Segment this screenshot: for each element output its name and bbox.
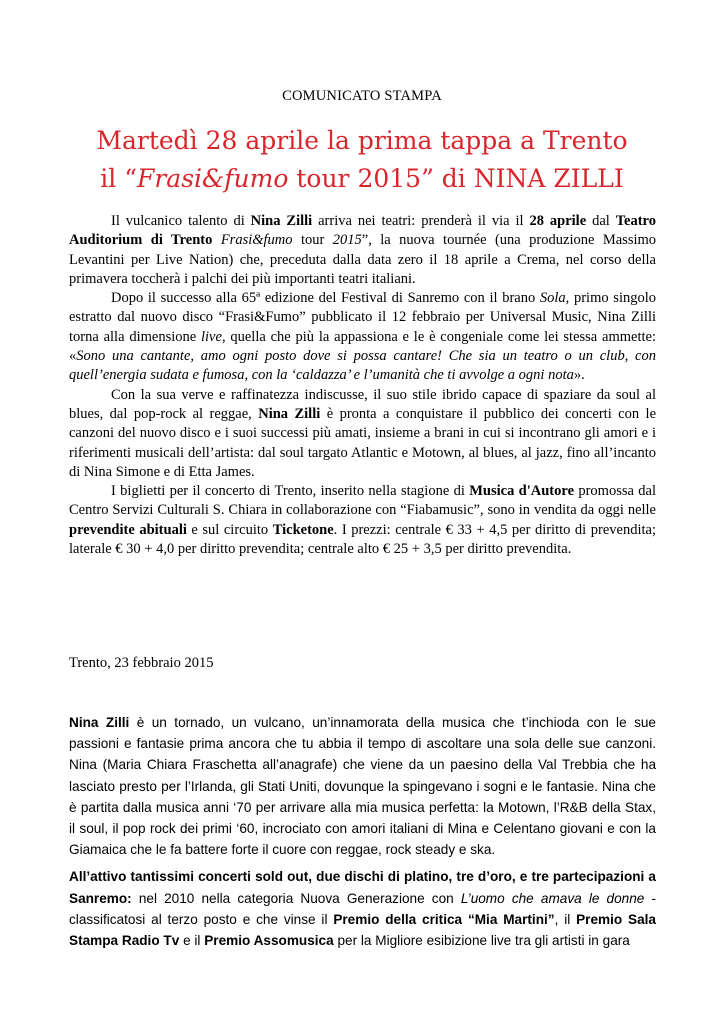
- press-release-body: [69, 212, 656, 559]
- paragraph-style: [69, 386, 656, 482]
- text: , quella che più la appassiona e le è congeniale come lei stessa ammette: «: [69, 328, 656, 365]
- bold-text: Teatro Auditorium di Trento: [69, 213, 656, 249]
- text: e il: [179, 933, 205, 949]
- italic-text: Frasi&fumo: [220, 232, 293, 249]
- text: promossa dal Centro Servizi Culturali S. Chiara in collaborazione con “Fiabamusic”, sono in vendita da oggi nelle: [69, 483, 656, 519]
- text: tour: [292, 232, 333, 249]
- italic-text: Sola: [539, 290, 566, 307]
- bold-text: All’attivo tantissimi concerti sold out, due dischi di platino, tre d’oro, e tre partecipazioni a Sanremo:: [69, 869, 656, 906]
- paragraph-tour-intro: [69, 212, 656, 289]
- text: I biglietti per il concerto di Trento, inserito nella stagione di: [111, 483, 470, 500]
- bold-text: Musica d'Autore: [469, 483, 574, 500]
- bio-paragraph-1: [69, 712, 656, 860]
- bold-text: Nina Zilli: [69, 715, 130, 730]
- bold-text: 28 aprile: [529, 213, 587, 229]
- text: Con la sua verve e raffinatezza indiscusse, il suo stile ibrido capace di spaziare da soul al blues, dal pop-rock al reggae,: [69, 386, 656, 422]
- headline-line-2: [0, 160, 724, 198]
- headline: [0, 122, 724, 198]
- text: [212, 232, 220, 248]
- bold-text: prevendite abituali: [69, 521, 187, 538]
- bold-text: Ticketone: [272, 521, 334, 538]
- bold-text: Premio della critica “Mia Martini”: [333, 911, 555, 927]
- bold-text: Nina Zilli: [250, 213, 313, 229]
- text: , il: [554, 911, 577, 927]
- text: è un tornado, un vulcano, un’innamorata della musica che t’inchioda con le sue passioni e fantasie prima ancora che tu abbia il tempo di ascoltare una sola delle sue canzoni. Nina (Maria Chiara Fraschetta all’anagrafe) che viene da un paesino della Val Trebbia che ha lasciato presto per l’Irlanda, gli Stati Uniti, dovunque la spingevano i sogni e le fantasie. Nina che è partita dalla musica anni ‘70 per arrivare alla mia musica perfetta: la Motown, l’R&B della Stax, il soul, il pop rock dei primi ‘60, incrociato con amori italiani di Mina e Celentano giovani e con la Giamaica che le fa battere forte il cuore con reggae, rock steady e ska.: [69, 715, 656, 858]
- italic-quote: Sono una cantante, amo ogni posto dove si possa cantare! Che sia un teatro o un club, con quell’energia sudata e fumosa, con la ‘caldazza’ e l’umanità che ti avvolge a ogni nota: [69, 348, 656, 384]
- text: arriva nei teatri: prenderà il via il: [312, 213, 530, 229]
- text: nel 2010 nella categoria Nuova Generazione con: [131, 890, 461, 906]
- headline-italic: Frasi&fumo: [137, 164, 289, 193]
- text: e sul circuito: [186, 521, 273, 538]
- italic-text: L’uomo che amava le donne: [460, 890, 645, 906]
- text: dal: [586, 213, 616, 229]
- bio-paragraph-2: [69, 866, 656, 951]
- headline-text: il “: [100, 164, 137, 193]
- text: ».: [573, 367, 585, 384]
- text: , primo singolo estratto dal nuovo disco “Frasi&Fumo” pubblicato il 12 febbraio per Universal Music, Nina Zilli torna alla dimensione: [69, 290, 656, 345]
- bold-text: Nina Zilli: [258, 405, 321, 422]
- paragraph-tickets: [69, 482, 656, 559]
- text: ”, la nuova tournée (una produzione Massimo Levantini per Live Nation) che, preceduta dalla data zero il 18 aprile a Crema, nel corso della primavera toccherà i palchi dei più importanti teatri italiani.: [69, 232, 657, 287]
- text: è pronta a conquistare il pubblico dei concerti con le canzoni del nuovo disco e i suoi successi più amati, insieme a brani in cui si incontrano gli amori e i riferimenti musicali dell’artista: dal soul targato Atlantic e Motown, al blues, al jazz, fino all’incanto di Nina Simone e di Etta James.: [69, 405, 657, 480]
- headline-line-1: Martedì 28 aprile la prima tappa a Trento: [96, 126, 628, 155]
- text: - classificatosi al terzo posto e che vinse il: [69, 890, 657, 927]
- headline-text: tour 2015” di NINA ZILLI: [288, 164, 624, 193]
- paragraph-sanremo: [69, 289, 656, 385]
- text: . I prezzi: centrale € 33 + 4,5 per diritto di prevendita; laterale € 30 + 4,0 per diritto prevendita; centrale alto € 25 + 3,5 per diritto prevendita.: [69, 521, 656, 558]
- italic-text: live: [201, 328, 222, 345]
- text: Dopo il successo alla 65ª edizione del Festival di Sanremo con il brano: [111, 290, 540, 307]
- text: Il vulcanico talento di: [111, 213, 251, 229]
- italic-text: 2015: [332, 232, 362, 249]
- bold-text: Premio Sala Stampa Radio Tv: [69, 911, 656, 949]
- artist-bio: [69, 712, 656, 957]
- dateline: Trento, 23 febbraio 2015: [69, 655, 214, 671]
- press-release-label: COMUNICATO STAMPA: [282, 88, 442, 104]
- bold-text: Premio Assomusica: [204, 933, 334, 949]
- text: per la Migliore esibizione live tra gli artisti in gara: [333, 933, 630, 949]
